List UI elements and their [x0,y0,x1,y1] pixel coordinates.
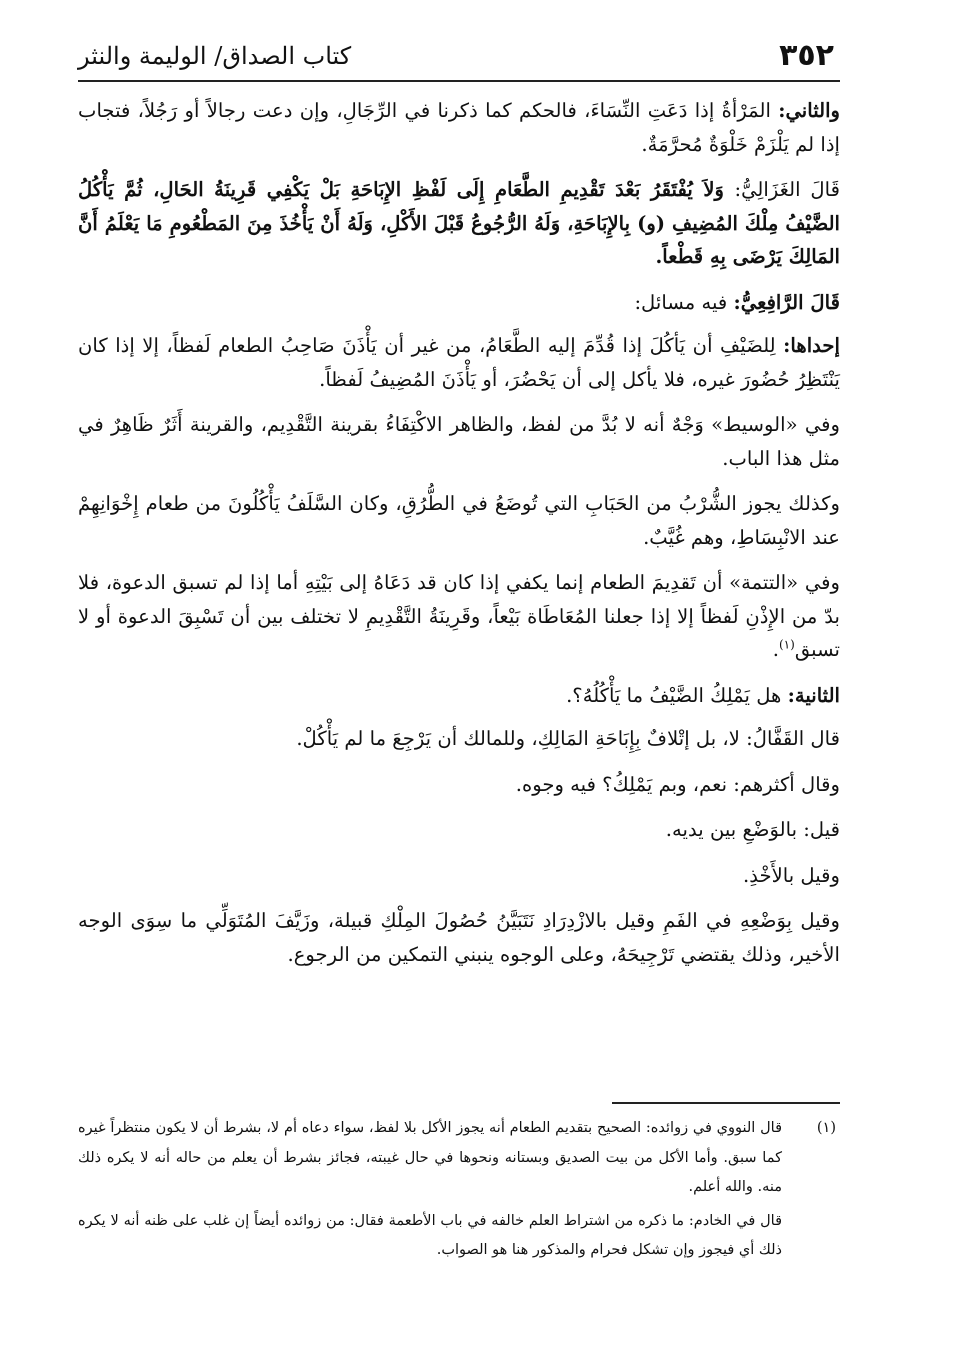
paragraph [78,813,840,847]
paragraph [78,768,840,802]
paragraph-text: وفي «التتمة» أن تَقدِيمَ الطعام إنما يكفي إذا كان قد دَعَاهُ إلى بَيْتِهِ أما إذا لم تسبق الدعوة، فلا بدّ من الإِذْنِ لَفظاً إلا إذا جعلنا المُعَاطَاة بَيْعاً، وقَرِينَةُ التَّقْدِيمِ لا تختلف بين أن تَسْبِقَ الدعوة أو لا تسبق [78,571,840,661]
paragraph-text: المَرْأةُ إذا دَعَتِ النِّسَاءَ، فالحكم كما ذكرنا في الرِّجَالِ، وإن دعت رجالاً أو رَجُلاً، فتجاب إذا لم يَلْزَمْ خَلْوَةٌ مُحرَّمَةٌ. [78,99,840,156]
paragraph-lead: قَالَ الغَزَالِيُّ: [734,178,840,201]
footnotes [78,1102,840,1270]
paragraph-text: وكذلك يجوز الشُّرْبُ من الحَبَابِ التي تُوضَعُ في الطُّرُقِ، وكان السَّلَفُ يَأْكُلُونَ من طعام إِخْوَانِهِمْ عند الانْبِسَاطِ، وهم غُيَّبٌ. [78,492,840,549]
footnote-number: (١) [816,1120,836,1136]
paragraph [78,679,840,713]
footnote-marker[interactable]: (١) [778,637,795,652]
paragraph [78,859,840,893]
paragraph-text: قال القَفَّالُ: لا، بل إتْلافٌ بِإِبَاحَةِ المَالِكِ، وللمالك أن يَرْجِعَ ما لم يَأْكُلْ. [296,727,840,750]
paragraph-lead: الثانية: [787,683,840,707]
paragraph-text: قيل: بالوَضْعِ بين يديه. [665,818,840,841]
paragraph [78,487,840,554]
paragraph-text: وقيل بِوَضْعِهِ في الفَمِ وقيل بالازْدِرَادِ نَتَبَيَّنُ حُصُولَ المِلْكِ قبيلة، وزَيَّفَ المُتَوَلِّي ما سِوَى الوجه الأخير، وذلك يقتضي تَرْجِيحَهُ، وعلى الوجوه ينبني التمكين من الرجوع. [78,909,840,966]
paragraph [78,94,840,161]
footnote-divider [612,1102,840,1104]
paragraph [78,329,840,396]
page-header [78,30,840,82]
book-page [78,30,840,1330]
footnote-text: قال في الخادم: ما ذكره من اشتراط العلم خالفه في باب الأطعمة فقال: من زوائده أيضاً إن غلب على ظنه أنه لا يكره ذلك أي فيجوز وإن تشكل فحرام والمذكور هنا هو الصواب. [78,1212,782,1258]
footnote [78,1114,840,1266]
paragraph-text: فيه مسائل: [634,290,734,314]
footnote-text: قال النووي في زوائده: الصحيح بتقديم الطعام أنه يجوز الأكل بلا لفظ، سواء دعاه أم لا، بشرط أن لا يكون منتظراً غيره كما سبق. وأما الأكل من بيت الصديق وبستانه ونحوها في حال غيبته، فجائز بشرط أن يعلم من حاله أنه لا يكره ذلك منه. والله أعلم. [78,1120,782,1195]
paragraph-lead: إحداها: [783,334,840,357]
paragraph-lead: والثاني: [778,99,840,122]
paragraph [78,408,840,475]
paragraph [78,286,840,320]
main-text [78,94,840,971]
paragraph-text: وفي «الوسيط» وَجْهٌ أنه لا بُدَّ من لفظ، والظاهر الاكْتِفَاءُ بقرينة التَّقْدِيم، والقرينة أَثَرٌ ظَاهِرٌ في مثل هذا الباب. [78,413,840,470]
paragraph [78,722,840,756]
paragraph-text: هل يَمْلِكُ الضَّيْفُ ما يَأْكُلُهُ؟. [566,683,788,707]
paragraph-text: وقيل بالأَخْذِ. [742,863,840,887]
paragraph-text: وَلاَ يُفْتَقَرُ بَعْدَ تَقْدِيمِ الطَّعَامِ إِلَى لَفْظِ الإِبَاحَةِ بَلْ يَكْفِي قَرِينَةُ الحَالِ، ثُمَّ يَأْكُلُ الضَّيْفُ مِلْكَ المُضِيفِ (و) بِالإِبَاحَةِ، وَلَهُ الرُّجُوعُ قَبْلَ الأَكْلِ، وَلَهُ أَنْ يَأْخُذَ مِنَ المَطْعُومِ مَا يَعْلَمُ أَنَّ المَالِكَ يَرْضَى بِهِ قَطْعاً. [78,178,840,268]
page-number: ٣٥٢ [779,38,834,73]
paragraph-text: وقال أكثرهم: نعم، وبم يَمْلِكُ؟ فيه وجوه. [515,772,840,796]
running-title: كتاب الصداق/ الوليمة والنثر [78,42,352,70]
paragraph [78,173,840,274]
paragraph [78,904,840,971]
paragraph-lead: قَالَ الرَّافِعِيُّ: [733,290,840,314]
paragraph [78,566,840,667]
paragraph-tail: . [772,638,779,661]
paragraph-text: لِلضَيْفِ أن يَأكُلَ إذا قُدِّمَ إليه الطَّعَامُ، من غير أن يَأْذَنَ صَاحِبُ الطعام لَفظاً، إلا إذا كان يَنْتَظِرُ حُضُورَ غيره، فلا يأكل إلى أن يَحْضُرَ، أو يَأْذَنَ المُضِيفُ لَفظاً. [78,334,840,391]
